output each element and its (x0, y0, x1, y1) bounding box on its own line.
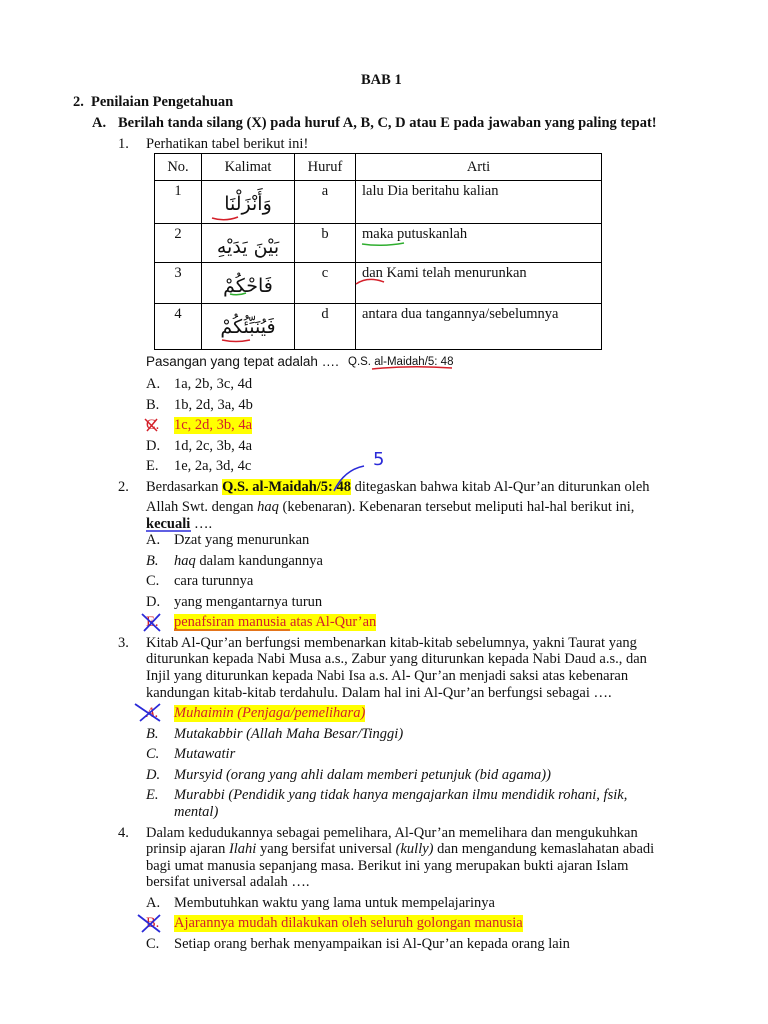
stem-text: Berdasarkan (146, 479, 223, 495)
part-instruction: Berilah tanda silang (X) pada huruf A, B, C, D atau E pada jawaban yang paling tepat! (118, 115, 657, 131)
option-text[interactable]: Dzat yang menurunkan (174, 532, 310, 548)
table-row (155, 304, 602, 350)
stem-italic: haq (257, 499, 279, 515)
vocabulary-table (154, 153, 602, 350)
stem-text: dan mengandung kemaslahatan abadi (433, 841, 655, 857)
stem-text: Allah Swt. dengan (146, 499, 258, 515)
option-text[interactable]: 1b, 2d, 3a, 4b (174, 397, 253, 413)
question-number: 2. (118, 479, 129, 495)
option-text[interactable]: Mutawatir (174, 746, 236, 762)
stem-emphasis: kecuali (146, 516, 191, 532)
option-text-selected[interactable]: Muhaimin (Penjaga/pemelihara) (174, 705, 366, 721)
arabic-text: وَأَنْزَلْنَا (224, 193, 272, 215)
stem-text: yang bersifat universal (256, 841, 396, 857)
question-stem-line (146, 499, 634, 516)
question-number: 4. (118, 825, 129, 841)
question-stem-line: bagi umat manusia sepanjang masa. Berikut ini yang merupakan bukti ajaran Islam (146, 858, 629, 874)
question-stem-line: Dalam kedudukannya sebagai pemelihara, Al-Qur’an memelihara dan mengukuhkan (146, 825, 638, 841)
column-header: Huruf (295, 154, 356, 181)
meaning-cell: lalu Dia beritahu kalian (356, 181, 602, 224)
question-stem: Perhatikan tabel berikut ini! (146, 136, 309, 152)
option-letter[interactable]: A. (146, 376, 161, 392)
option-text[interactable]: 1d, 2c, 3b, 4a (174, 438, 253, 454)
section-number: 2. (73, 94, 84, 110)
column-header: Arti (356, 154, 602, 181)
option-text[interactable]: haq dalam kandungannya (174, 553, 323, 569)
arabic-phrase (202, 224, 295, 263)
option-text[interactable]: Mursyid (orang yang ahli dalam memberi petunjuk (bid agama)) (174, 767, 551, 783)
option-text[interactable]: Setiap orang berhak menyampaikan isi Al-Qur’an kepada orang lain (174, 936, 570, 952)
stem-text: (kebenaran). Kebenaran tersebut meliputi hal-hal berikut ini, (278, 499, 635, 515)
letter-cell: d (295, 304, 356, 350)
column-header: Kalimat (202, 154, 295, 181)
option-letter[interactable]: E. (146, 787, 159, 803)
option-text[interactable]: 1e, 2a, 3d, 4c (174, 458, 252, 474)
option-letter[interactable]: E. (146, 458, 159, 474)
option-text-selected[interactable]: penafsiran manusia atas Al-Qur’an (174, 614, 377, 630)
question-number: 3. (118, 635, 129, 651)
question-number: 1. (118, 136, 129, 152)
option-text-selected[interactable]: 1c, 2d, 3b, 4a (174, 417, 253, 433)
option-text[interactable]: Murabbi (Pendidik yang tidak hanya mengajarkan ilmu mendidik rohani, fsik, (174, 787, 628, 803)
meaning-cell: antara dua tangannya/sebelumnya (356, 304, 602, 350)
table-header-row (155, 154, 602, 181)
letter-cell: c (295, 263, 356, 304)
option-letter[interactable]: C. (146, 746, 160, 762)
option-letter[interactable]: D. (146, 438, 161, 454)
option-text-selected[interactable]: Ajarannya mudah dilakukan oleh seluruh golongan manusia (174, 915, 523, 931)
section-title: Penilaian Pengetahuan (91, 94, 234, 110)
table-row (155, 181, 602, 224)
option-letter[interactable]: B. (146, 553, 159, 569)
stem-italic: Ilahi (228, 841, 257, 857)
option-italic: haq (174, 553, 196, 569)
meaning-cell: dan Kami telah menurunkan (356, 263, 602, 304)
arabic-phrase (202, 304, 295, 350)
stem-text: ditegaskan bahwa kitab Al-Qur’an diturunkan oleh (351, 479, 650, 495)
question-stem-line (146, 841, 654, 858)
table-row (155, 224, 602, 263)
option-text[interactable]: cara turunnya (174, 573, 254, 589)
option-letter[interactable]: B. (146, 726, 159, 742)
handwritten-number: 5 (373, 449, 385, 470)
letter-cell: b (295, 224, 356, 263)
option-letter-selected[interactable]: C. (146, 417, 160, 433)
stem-italic: (kully) (395, 841, 434, 857)
question-stem-line: Injil yang diturunkan kepada Nabi Isa a.s. Al- Qur’an menjadi saksi atas kebenaran (146, 668, 629, 684)
option-letter[interactable]: A. (146, 895, 161, 911)
part-letter: A. (92, 115, 107, 131)
question-stem (146, 479, 650, 496)
option-letter[interactable]: D. (146, 767, 161, 783)
option-text[interactable]: Membutuhkan waktu yang lama untuk mempelajarinya (174, 895, 495, 911)
row-number: 3 (155, 263, 202, 304)
option-text-continued[interactable]: mental) (174, 804, 219, 820)
column-header: No. (155, 154, 202, 181)
chapter-title: BAB 1 (361, 72, 402, 88)
option-letter[interactable]: C. (146, 936, 160, 952)
option-letter-selected[interactable]: E. (146, 614, 159, 630)
row-number: 4 (155, 304, 202, 350)
option-text[interactable]: 1a, 2b, 3c, 4d (174, 376, 253, 392)
option-letter[interactable]: A. (146, 532, 161, 548)
answer-prompt: Pasangan yang tepat adalah …. (146, 354, 339, 369)
arabic-phrase (202, 181, 295, 224)
question-stem-line: Kitab Al-Qur’an berfungsi membenarkan kitab-kitab sebelumnya, yakni Taurat yang (146, 635, 637, 651)
option-letter-selected[interactable]: B. (146, 915, 160, 931)
question-stem-line: bersifat universal adalah …. (146, 874, 310, 890)
quran-reference: Q.S. al-Maidah/5: 48 (222, 479, 351, 495)
arabic-phrase (202, 263, 295, 304)
row-number: 2 (155, 224, 202, 263)
stem-text: prinsip ajaran (146, 841, 229, 857)
meaning-cell: maka putuskanlah (356, 224, 602, 263)
letter-cell: a (295, 181, 356, 224)
stem-text: …. (190, 516, 213, 532)
question-stem-line: diturunkan kepada Nabi Musa a.s., Zabur yang diturunkan kepada Nabi Daud a.s., dan (146, 651, 647, 667)
question-stem-line: kandungan kitab-kitab terdahulu. Dalam hal ini Al-Qur’an berfungsi sebagai …. (146, 685, 612, 701)
question-stem-line (146, 516, 212, 533)
option-letter[interactable]: C. (146, 573, 160, 589)
table-row (155, 263, 602, 304)
option-letter-selected[interactable]: A. (146, 705, 159, 721)
arabic-text: بَيْنَ يَدَيْهِ (216, 236, 280, 258)
arabic-text: فَيُنَبِّئُكُمْ (220, 316, 276, 338)
arabic-text: فَاحْكُمْ (223, 275, 273, 297)
option-letter[interactable]: D. (146, 594, 161, 610)
row-number: 1 (155, 181, 202, 224)
option-text[interactable]: yang mengantarnya turun (174, 594, 323, 610)
option-letter[interactable]: B. (146, 397, 160, 413)
reference-note: Q.S. al-Maidah/5: 48 (348, 356, 454, 368)
option-text[interactable]: Mutakabbir (Allah Maha Besar/Tinggi) (174, 726, 404, 742)
